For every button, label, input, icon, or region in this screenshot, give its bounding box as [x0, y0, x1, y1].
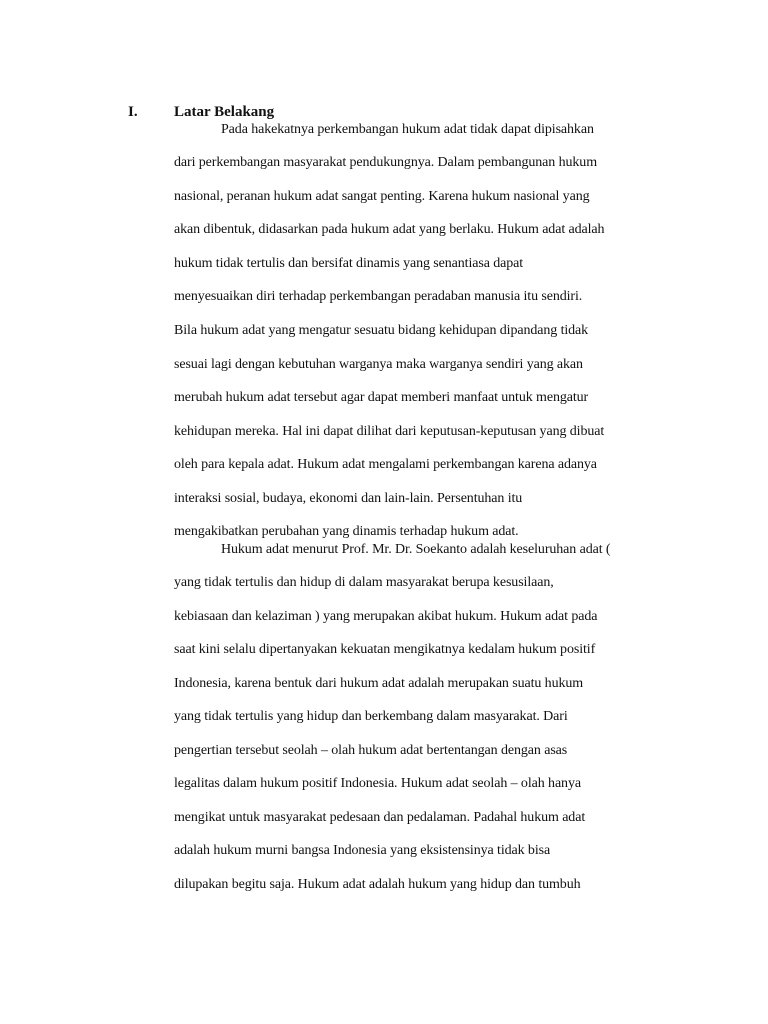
paragraph-1-line-4: akan dibentuk, didasarkan pada hukum adat yang berlaku. Hukum adat adalah — [174, 222, 605, 237]
paragraph-1-line-5: hukum tidak tertulis dan bersifat dinamis yang senantiasa dapat — [174, 256, 524, 271]
paragraph-1-line-1: Pada hakekatnya perkembangan hukum adat tidak dapat dipisahkan — [221, 122, 594, 137]
paragraph-2-line-6: yang tidak tertulis yang hidup dan berkembang dalam masyarakat. Dari — [174, 709, 568, 724]
paragraph-2-line-7: pengertian tersebut seolah – olah hukum adat bertentangan dengan asas — [174, 743, 568, 758]
paragraph-2-line-9: mengikat untuk masyarakat pedesaan dan pedalaman. Padahal hukum adat — [174, 810, 586, 825]
paragraph-1-line-13: mengakibatkan perubahan yang dinamis terhadap hukum adat. — [174, 524, 519, 539]
paragraph-1-line-9: merubah hukum adat tersebut agar dapat memberi manfaat untuk mengatur — [174, 390, 589, 405]
paragraph-2-line-11: dilupakan begitu saja. Hukum adat adalah hukum yang hidup dan tumbuh — [174, 877, 581, 892]
paragraph-2-line-10: adalah hukum murni bangsa Indonesia yang eksistensinya tidak bisa — [174, 843, 551, 858]
paragraph-1-line-8: sesuai lagi dengan kebutuhan warganya maka warganya sendiri yang akan — [174, 357, 583, 372]
paragraph-2-line-2: yang tidak tertulis dan hidup di dalam masyarakat berupa kesusilaan, — [174, 575, 554, 590]
paragraph-2-line-1: Hukum adat menurut Prof. Mr. Dr. Soekanto adalah keseluruhan adat ( — [221, 542, 611, 557]
paragraph-2-line-8: legalitas dalam hukum positif Indonesia. Hukum adat seolah – olah hanya — [174, 776, 581, 791]
paragraph-1-line-11: oleh para kepala adat. Hukum adat mengalami perkembangan karena adanya — [174, 457, 597, 472]
paragraph-2-line-5: Indonesia, karena bentuk dari hukum adat adalah merupakan suatu hukum — [174, 676, 584, 691]
paragraph-1-line-6: menyesuaikan diri terhadap perkembangan peradaban manusia itu sendiri. — [174, 289, 583, 304]
paragraph-2-line-3: kebiasaan dan kelaziman ) yang merupakan akibat hukum. Hukum adat pada — [174, 609, 598, 624]
paragraph-2-line-4: saat kini selalu dipertanyakan kekuatan mengikatnya kedalam hukum positif — [174, 642, 596, 657]
section-title: Latar Belakang — [174, 104, 275, 120]
paragraph-1-line-2: dari perkembangan masyarakat pendukungnya. Dalam pembangunan hukum — [174, 155, 597, 170]
paragraph-1-line-3: nasional, peranan hukum adat sangat penting. Karena hukum nasional yang — [174, 189, 590, 204]
section-number: I. — [128, 104, 138, 120]
paragraph-1-line-10: kehidupan mereka. Hal ini dapat dilihat dari keputusan-keputusan yang dibuat — [174, 424, 605, 439]
paragraph-1-line-7: Bila hukum adat yang mengatur sesuatu bidang kehidupan dipandang tidak — [174, 323, 589, 338]
paragraph-1-line-12: interaksi sosial, budaya, ekonomi dan lain-lain. Persentuhan itu — [174, 491, 523, 506]
